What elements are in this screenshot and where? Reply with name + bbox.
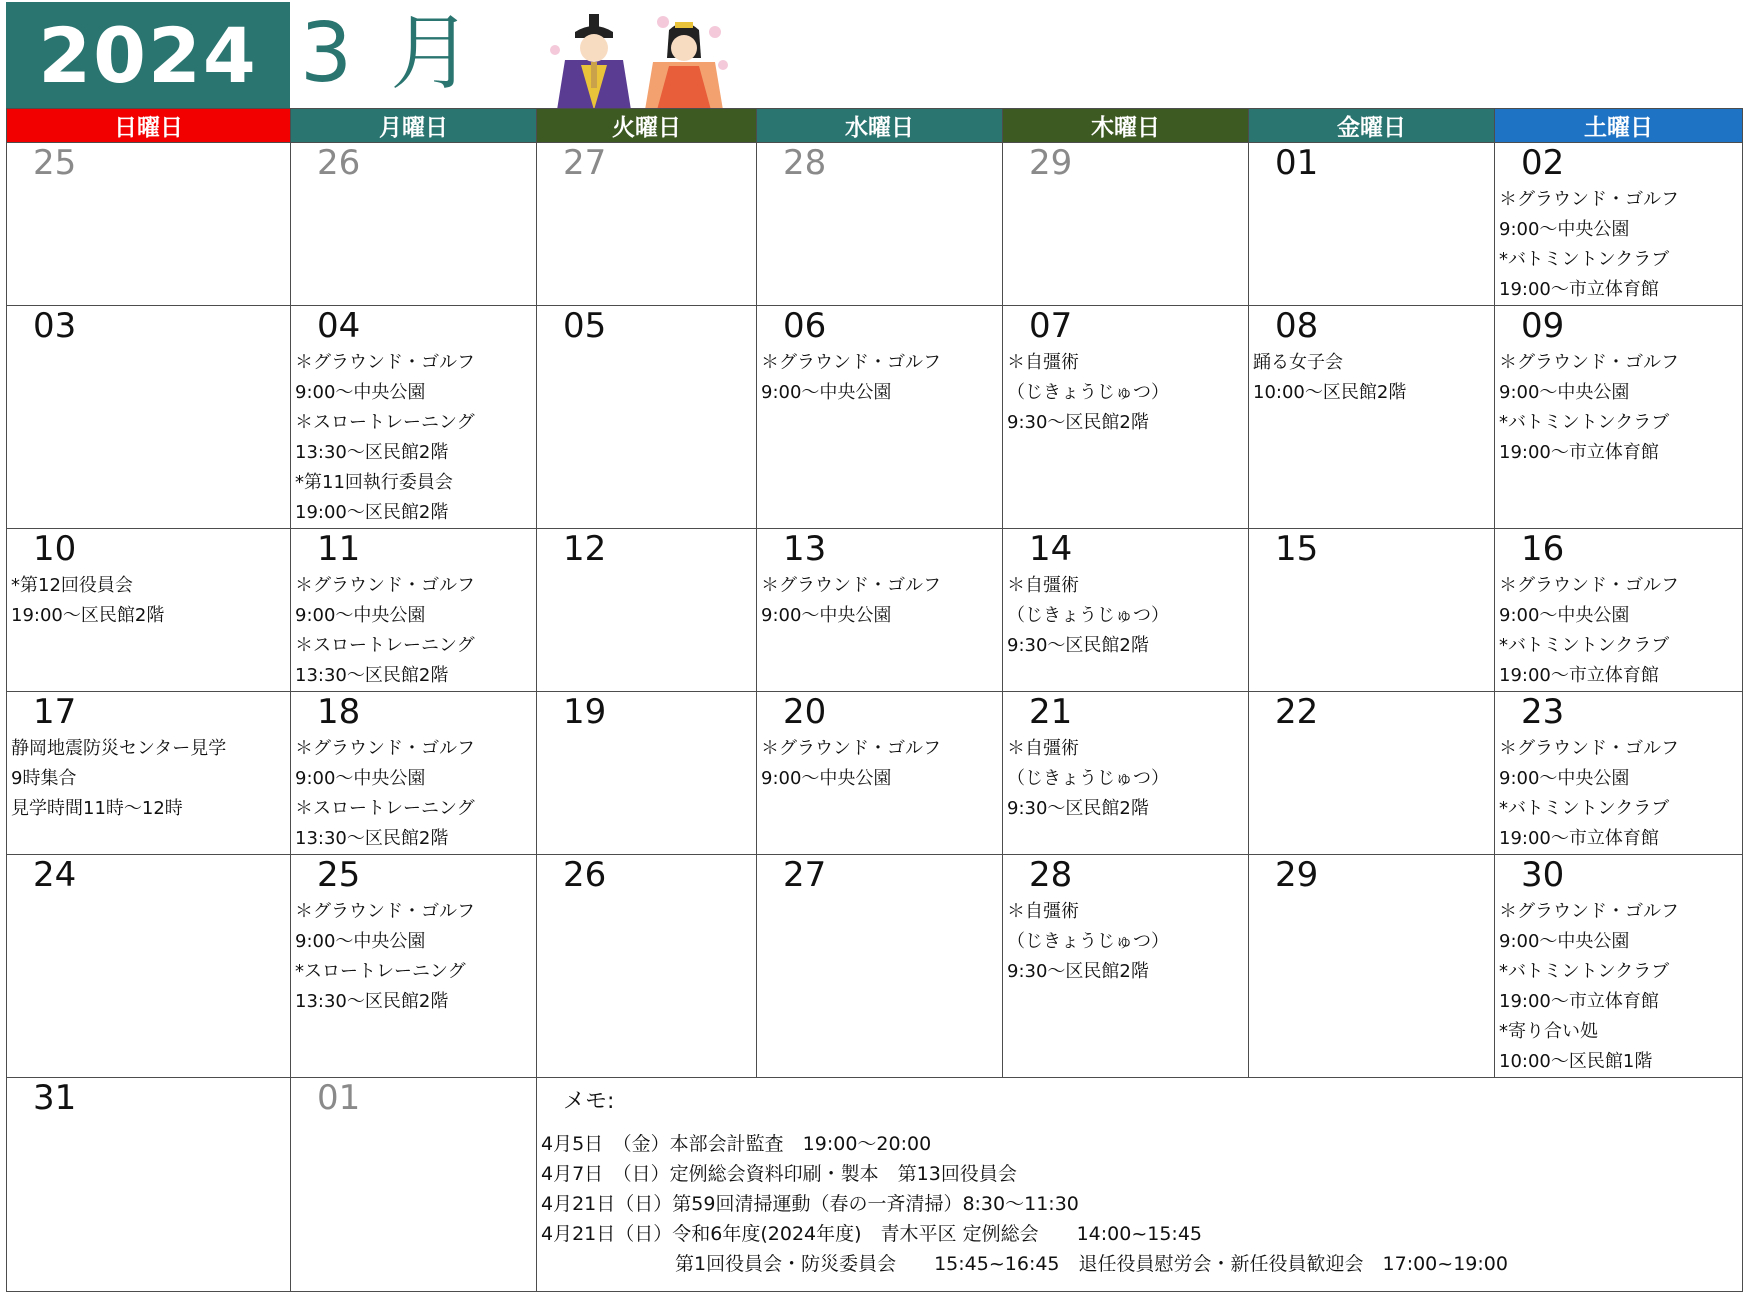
event-list	[761, 571, 998, 631]
event-line: ＊グラウンド・ゴルフ	[295, 738, 475, 759]
event-line: 19:00～区民館2階	[295, 502, 449, 523]
event-line: 9:00～中央公園	[761, 768, 892, 789]
event-line: 9:00～中央公園	[1499, 382, 1630, 403]
memo-line: 4月21日（日）令和6年度(2024年度) 青木平区 定例総会 14:00~15:45	[541, 1223, 1203, 1245]
calendar-grid	[6, 108, 1743, 1292]
day-number: 06	[783, 306, 827, 346]
day-cell	[7, 306, 291, 529]
memo-line: 4月7日 （日）定例総会資料印刷・製本 第13回役員会	[541, 1163, 1017, 1185]
day-cell	[1495, 855, 1743, 1078]
event-line: *第11回執行委員会	[295, 472, 453, 493]
day-number: 08	[1275, 306, 1319, 346]
event-line: 9:00～中央公園	[295, 605, 426, 626]
event-list	[11, 734, 286, 824]
weekday-header: 土曜日	[1495, 109, 1743, 143]
event-list	[1499, 734, 1738, 854]
day-number: 07	[1029, 306, 1073, 346]
day-cell	[1249, 306, 1495, 529]
event-line: ＊グラウンド・ゴルフ	[295, 575, 475, 596]
weekday-header: 金曜日	[1249, 109, 1495, 143]
day-number: 03	[33, 306, 77, 346]
event-line: *バトミントンクラブ	[1499, 249, 1670, 270]
event-line: ＊グラウンド・ゴルフ	[761, 352, 941, 373]
event-line: 13:30～区民館2階	[295, 665, 449, 686]
day-cell	[1003, 306, 1249, 529]
day-number: 26	[563, 855, 607, 895]
event-list	[1499, 897, 1738, 1077]
day-cell	[1003, 855, 1249, 1078]
day-number: 01	[317, 1078, 361, 1118]
event-line: （じきょうじゅつ）	[1007, 768, 1169, 789]
event-list	[295, 734, 532, 854]
event-line: 19:00～区民館2階	[11, 605, 165, 626]
weekday-header: 月曜日	[291, 109, 537, 143]
day-number: 02	[1521, 143, 1565, 183]
event-line: ＊グラウンド・ゴルフ	[1499, 575, 1679, 596]
event-line: 19:00～市立体育館	[1499, 442, 1659, 463]
event-line: ＊自彊術	[1007, 352, 1079, 373]
event-line: *バトミントンクラブ	[1499, 798, 1670, 819]
day-number: 10	[33, 529, 77, 569]
event-line: *寄り合い処	[1499, 1021, 1598, 1042]
day-number: 28	[1029, 855, 1073, 895]
day-number: 29	[1275, 855, 1319, 895]
day-number: 12	[563, 529, 607, 569]
day-cell	[291, 855, 537, 1078]
weekday-header: 日曜日	[7, 109, 291, 143]
event-line: 9:00～中央公園	[1499, 931, 1630, 952]
event-line: 9:30～区民館2階	[1007, 798, 1149, 819]
day-cell	[757, 692, 1003, 855]
day-cell	[1003, 143, 1249, 306]
event-list	[1007, 734, 1244, 824]
event-list	[761, 348, 998, 408]
day-number: 04	[317, 306, 361, 346]
week-row	[7, 855, 1743, 1078]
day-number: 31	[33, 1078, 77, 1118]
event-line: 13:30～区民館2階	[295, 828, 449, 849]
event-list	[761, 734, 998, 794]
week-row	[7, 692, 1743, 855]
day-cell	[537, 143, 757, 306]
event-line: 9:00～中央公園	[295, 768, 426, 789]
event-line: 9:00～中央公園	[761, 605, 892, 626]
day-cell	[1003, 529, 1249, 692]
event-line: （じきょうじゅつ）	[1007, 931, 1169, 952]
day-number: 09	[1521, 306, 1565, 346]
day-cell	[1495, 306, 1743, 529]
event-line: 13:30～区民館2階	[295, 442, 449, 463]
event-line: 9:00～中央公園	[295, 382, 426, 403]
event-list	[11, 571, 286, 631]
day-cell	[291, 692, 537, 855]
day-cell	[1249, 143, 1495, 306]
day-cell	[7, 143, 291, 306]
day-cell	[1495, 143, 1743, 306]
event-line: 19:00～市立体育館	[1499, 828, 1659, 849]
event-line: （じきょうじゅつ）	[1007, 382, 1169, 403]
day-number: 20	[783, 692, 827, 732]
day-cell	[1003, 692, 1249, 855]
event-list	[1499, 348, 1738, 468]
event-line: 9:30～区民館2階	[1007, 961, 1149, 982]
day-cell	[537, 692, 757, 855]
event-line: 9:00～中央公園	[1499, 605, 1630, 626]
event-list	[295, 348, 532, 528]
day-number: 14	[1029, 529, 1073, 569]
event-line: ＊グラウンド・ゴルフ	[1499, 352, 1679, 373]
day-cell	[537, 855, 757, 1078]
event-line: ＊グラウンド・ゴルフ	[295, 901, 475, 922]
day-cell	[757, 143, 1003, 306]
day-number: 13	[783, 529, 827, 569]
event-line: 見学時間11時～12時	[11, 798, 183, 819]
weekday-header: 水曜日	[757, 109, 1003, 143]
event-list	[1007, 571, 1244, 661]
event-line: 19:00～市立体育館	[1499, 279, 1659, 300]
event-line: ＊グラウンド・ゴルフ	[1499, 901, 1679, 922]
event-line: 9:00～中央公園	[1499, 768, 1630, 789]
memo-line: 第1回役員会・防災委員会 15:45~16:45 退任役員慰労会・新任役員歓迎会 17:00~19:00	[675, 1253, 1508, 1275]
day-number: 23	[1521, 692, 1565, 732]
event-line: 13:30～区民館2階	[295, 991, 449, 1012]
event-line: ＊自彊術	[1007, 575, 1079, 596]
event-line: 19:00～市立体育館	[1499, 665, 1659, 686]
day-cell	[7, 1078, 291, 1292]
day-number: 27	[563, 143, 607, 183]
event-line: *第12回役員会	[11, 575, 133, 596]
day-number: 15	[1275, 529, 1319, 569]
event-line: 踊る女子会	[1253, 352, 1343, 373]
day-number: 16	[1521, 529, 1565, 569]
day-cell	[757, 529, 1003, 692]
memo-line: 4月21日（日）第59回清掃運動（春の一斉清掃）8:30～11:30	[541, 1193, 1079, 1215]
event-line: 19:00～市立体育館	[1499, 991, 1659, 1012]
day-number: 22	[1275, 692, 1319, 732]
event-line: *バトミントンクラブ	[1499, 412, 1670, 433]
memo-box	[537, 1078, 1743, 1292]
day-cell	[291, 143, 537, 306]
event-line: *スロートレーニング	[295, 961, 466, 982]
day-cell	[7, 692, 291, 855]
day-number: 17	[33, 692, 77, 732]
day-cell	[537, 529, 757, 692]
day-number: 25	[317, 855, 361, 895]
event-list	[1007, 348, 1244, 438]
event-line: ＊グラウンド・ゴルフ	[761, 575, 941, 596]
event-list	[295, 897, 532, 1017]
day-number: 29	[1029, 143, 1073, 183]
event-line: ＊自彊術	[1007, 901, 1079, 922]
event-line: 10:00～区民館2階	[1253, 382, 1407, 403]
day-number: 25	[33, 143, 77, 183]
day-number: 27	[783, 855, 827, 895]
event-list	[1253, 348, 1490, 408]
day-cell	[757, 306, 1003, 529]
event-list	[1499, 571, 1738, 691]
event-line: ＊グラウンド・ゴルフ	[1499, 189, 1679, 210]
week-row	[7, 306, 1743, 529]
memo-line: 4月5日 （金）本部会計監査 19:00～20:00	[541, 1133, 932, 1155]
day-number: 28	[783, 143, 827, 183]
memo-label: メモ:	[563, 1089, 615, 1114]
hina-dolls-icon	[545, 10, 735, 110]
event-line: *バトミントンクラブ	[1499, 635, 1670, 656]
weekday-header: 火曜日	[537, 109, 757, 143]
day-number: 26	[317, 143, 361, 183]
event-list	[1007, 897, 1244, 987]
day-cell	[291, 529, 537, 692]
event-list	[295, 571, 532, 691]
event-line: 9:00～中央公園	[295, 931, 426, 952]
event-line: ＊スロートレーニング	[295, 635, 475, 656]
event-line: *バトミントンクラブ	[1499, 961, 1670, 982]
day-cell	[1495, 692, 1743, 855]
week-row	[7, 143, 1743, 306]
event-line: （じきょうじゅつ）	[1007, 605, 1169, 626]
event-line: ＊グラウンド・ゴルフ	[761, 738, 941, 759]
weekday-header: 木曜日	[1003, 109, 1249, 143]
month-title: 3 月	[300, 6, 479, 101]
day-number: 21	[1029, 692, 1073, 732]
day-number: 01	[1275, 143, 1319, 183]
event-line: ＊スロートレーニング	[295, 798, 475, 819]
day-number: 19	[563, 692, 607, 732]
day-cell	[1249, 855, 1495, 1078]
week-row	[7, 529, 1743, 692]
event-line: 9:30～区民館2階	[1007, 412, 1149, 433]
day-number: 24	[33, 855, 77, 895]
event-list	[1499, 185, 1738, 305]
day-number: 05	[563, 306, 607, 346]
event-line: ＊グラウンド・ゴルフ	[1499, 738, 1679, 759]
day-cell	[7, 855, 291, 1078]
event-line: 9:30～区民館2階	[1007, 635, 1149, 656]
day-number: 30	[1521, 855, 1565, 895]
day-cell	[757, 855, 1003, 1078]
event-line: 静岡地震防災センター見学	[11, 738, 227, 759]
day-cell	[537, 306, 757, 529]
year-header: 2024	[6, 2, 290, 110]
day-number: 18	[317, 692, 361, 732]
day-cell	[1249, 529, 1495, 692]
event-line: 10:00～区民館1階	[1499, 1051, 1653, 1072]
day-cell	[291, 306, 537, 529]
event-line: 9時集合	[11, 768, 77, 789]
event-line: ＊スロートレーニング	[295, 412, 475, 433]
day-number: 11	[317, 529, 361, 569]
day-cell	[1495, 529, 1743, 692]
event-line: 9:00～中央公園	[1499, 219, 1630, 240]
event-line: 9:00～中央公園	[761, 382, 892, 403]
weekday-header-row	[7, 109, 1743, 143]
day-cell	[7, 529, 291, 692]
day-cell	[291, 1078, 537, 1292]
day-cell	[1249, 692, 1495, 855]
week-row	[7, 1078, 1743, 1292]
event-line: ＊自彊術	[1007, 738, 1079, 759]
event-line: ＊グラウンド・ゴルフ	[295, 352, 475, 373]
